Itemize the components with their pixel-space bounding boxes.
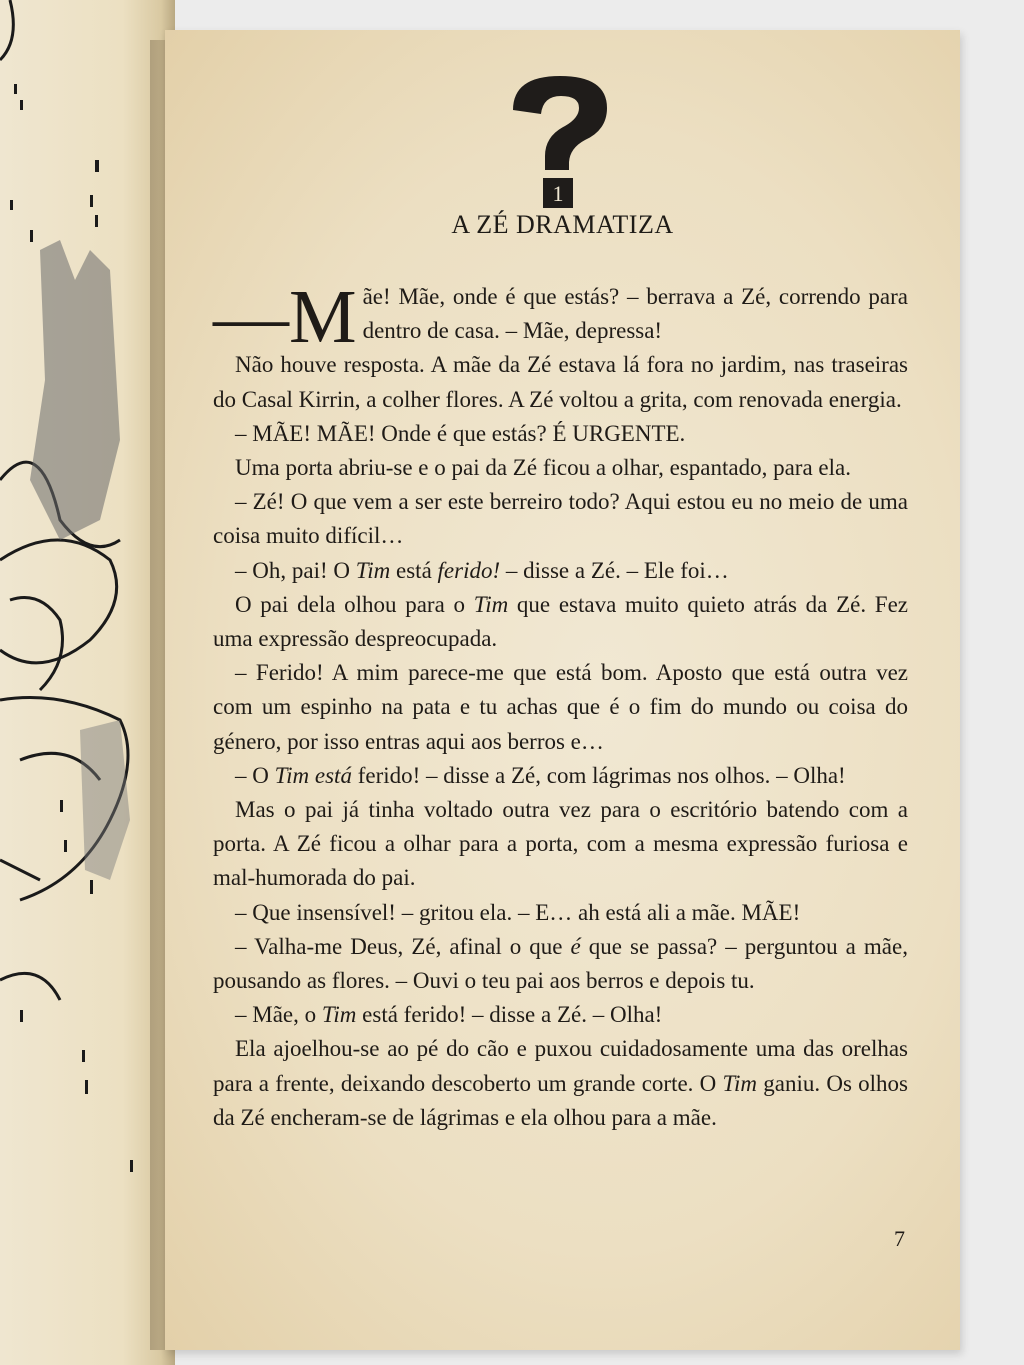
paragraph: Ela ajoelhou-se ao pé do cão e puxou cuidadosamente uma das orelhas para a frente, deixando descoberto um grande corte. O Tim ganiu. Os olhos da Zé encheram-se de lágrimas e ela olhou para a mãe. <box>213 1036 909 1130</box>
paragraph: O pai dela olhou para o Tim que estava muito quieto atrás da Zé. Fez uma expressão despreocupada. <box>213 591 908 652</box>
paragraph: – Valha-me Deus, Zé, afinal o que é que se passa? – perguntou a mãe, pousando as flores. – Ouvi o teu pai aos berros e depois tu. <box>213 933 908 994</box>
paragraph: Uma porta abriu-se e o pai da Zé ficou a olhar, espantado, para ela. <box>235 455 851 481</box>
paragraph: —M ãe! Mãe, onde é que estás? – berrava a Zé, correndo para dentro de casa. – Mãe, depressa! <box>213 275 908 359</box>
right-page <box>165 30 960 1350</box>
paragraph: – O Tim está ferido! – disse a Zé, com lágrimas nos olhos. – Olha! <box>235 762 846 788</box>
paragraph: – Mãe, o Tim está ferido! – disse a Zé. – Olha! <box>235 1002 663 1028</box>
chapter-number: 1 <box>552 181 564 206</box>
paragraph: Mas o pai já tinha voltado outra vez para o escritório batendo com a porta. A Zé ficou a olhar para a porta, com a mesma expressão furiosa e mal-humorada do pai. <box>213 797 908 891</box>
chapter-body <box>213 275 909 1135</box>
paragraph: – Que insensível! – gritou ela. – E… ah está ali a mãe. MÃE! <box>235 899 801 925</box>
drop-cap: —M <box>213 275 357 359</box>
shaded-rock <box>30 240 120 540</box>
page-number: 7 <box>894 1226 905 1251</box>
paragraph: – Oh, pai! O Tim está ferido! – disse a Zé. – Ele foi… <box>235 557 729 583</box>
paragraph: – MÃE! MÃE! Onde é que estás? É URGENTE. <box>235 420 686 446</box>
question-mark-icon <box>505 70 615 210</box>
chapter-title: A ZÉ DRAMATIZA <box>451 210 674 239</box>
paragraph: Não houve resposta. A mãe da Zé estava lá fora no jardim, nas traseiras do Casal Kirrin, a colher flores. A Zé voltou a grita, com renovada energia. <box>213 352 908 412</box>
paragraph: – Zé! O que vem a ser este berreiro todo? Aqui estou eu no meio de uma coisa muito difícil… <box>213 489 908 549</box>
paragraph: – Ferido! A mim parece-me que está bom. Aposto que está outra vez com um espinho na pata e tu achas que é o fim do mundo ou coisa do género, por isso entras aqui aos berros e… <box>213 660 908 754</box>
illustration <box>0 0 175 1365</box>
left-page <box>0 0 175 1365</box>
